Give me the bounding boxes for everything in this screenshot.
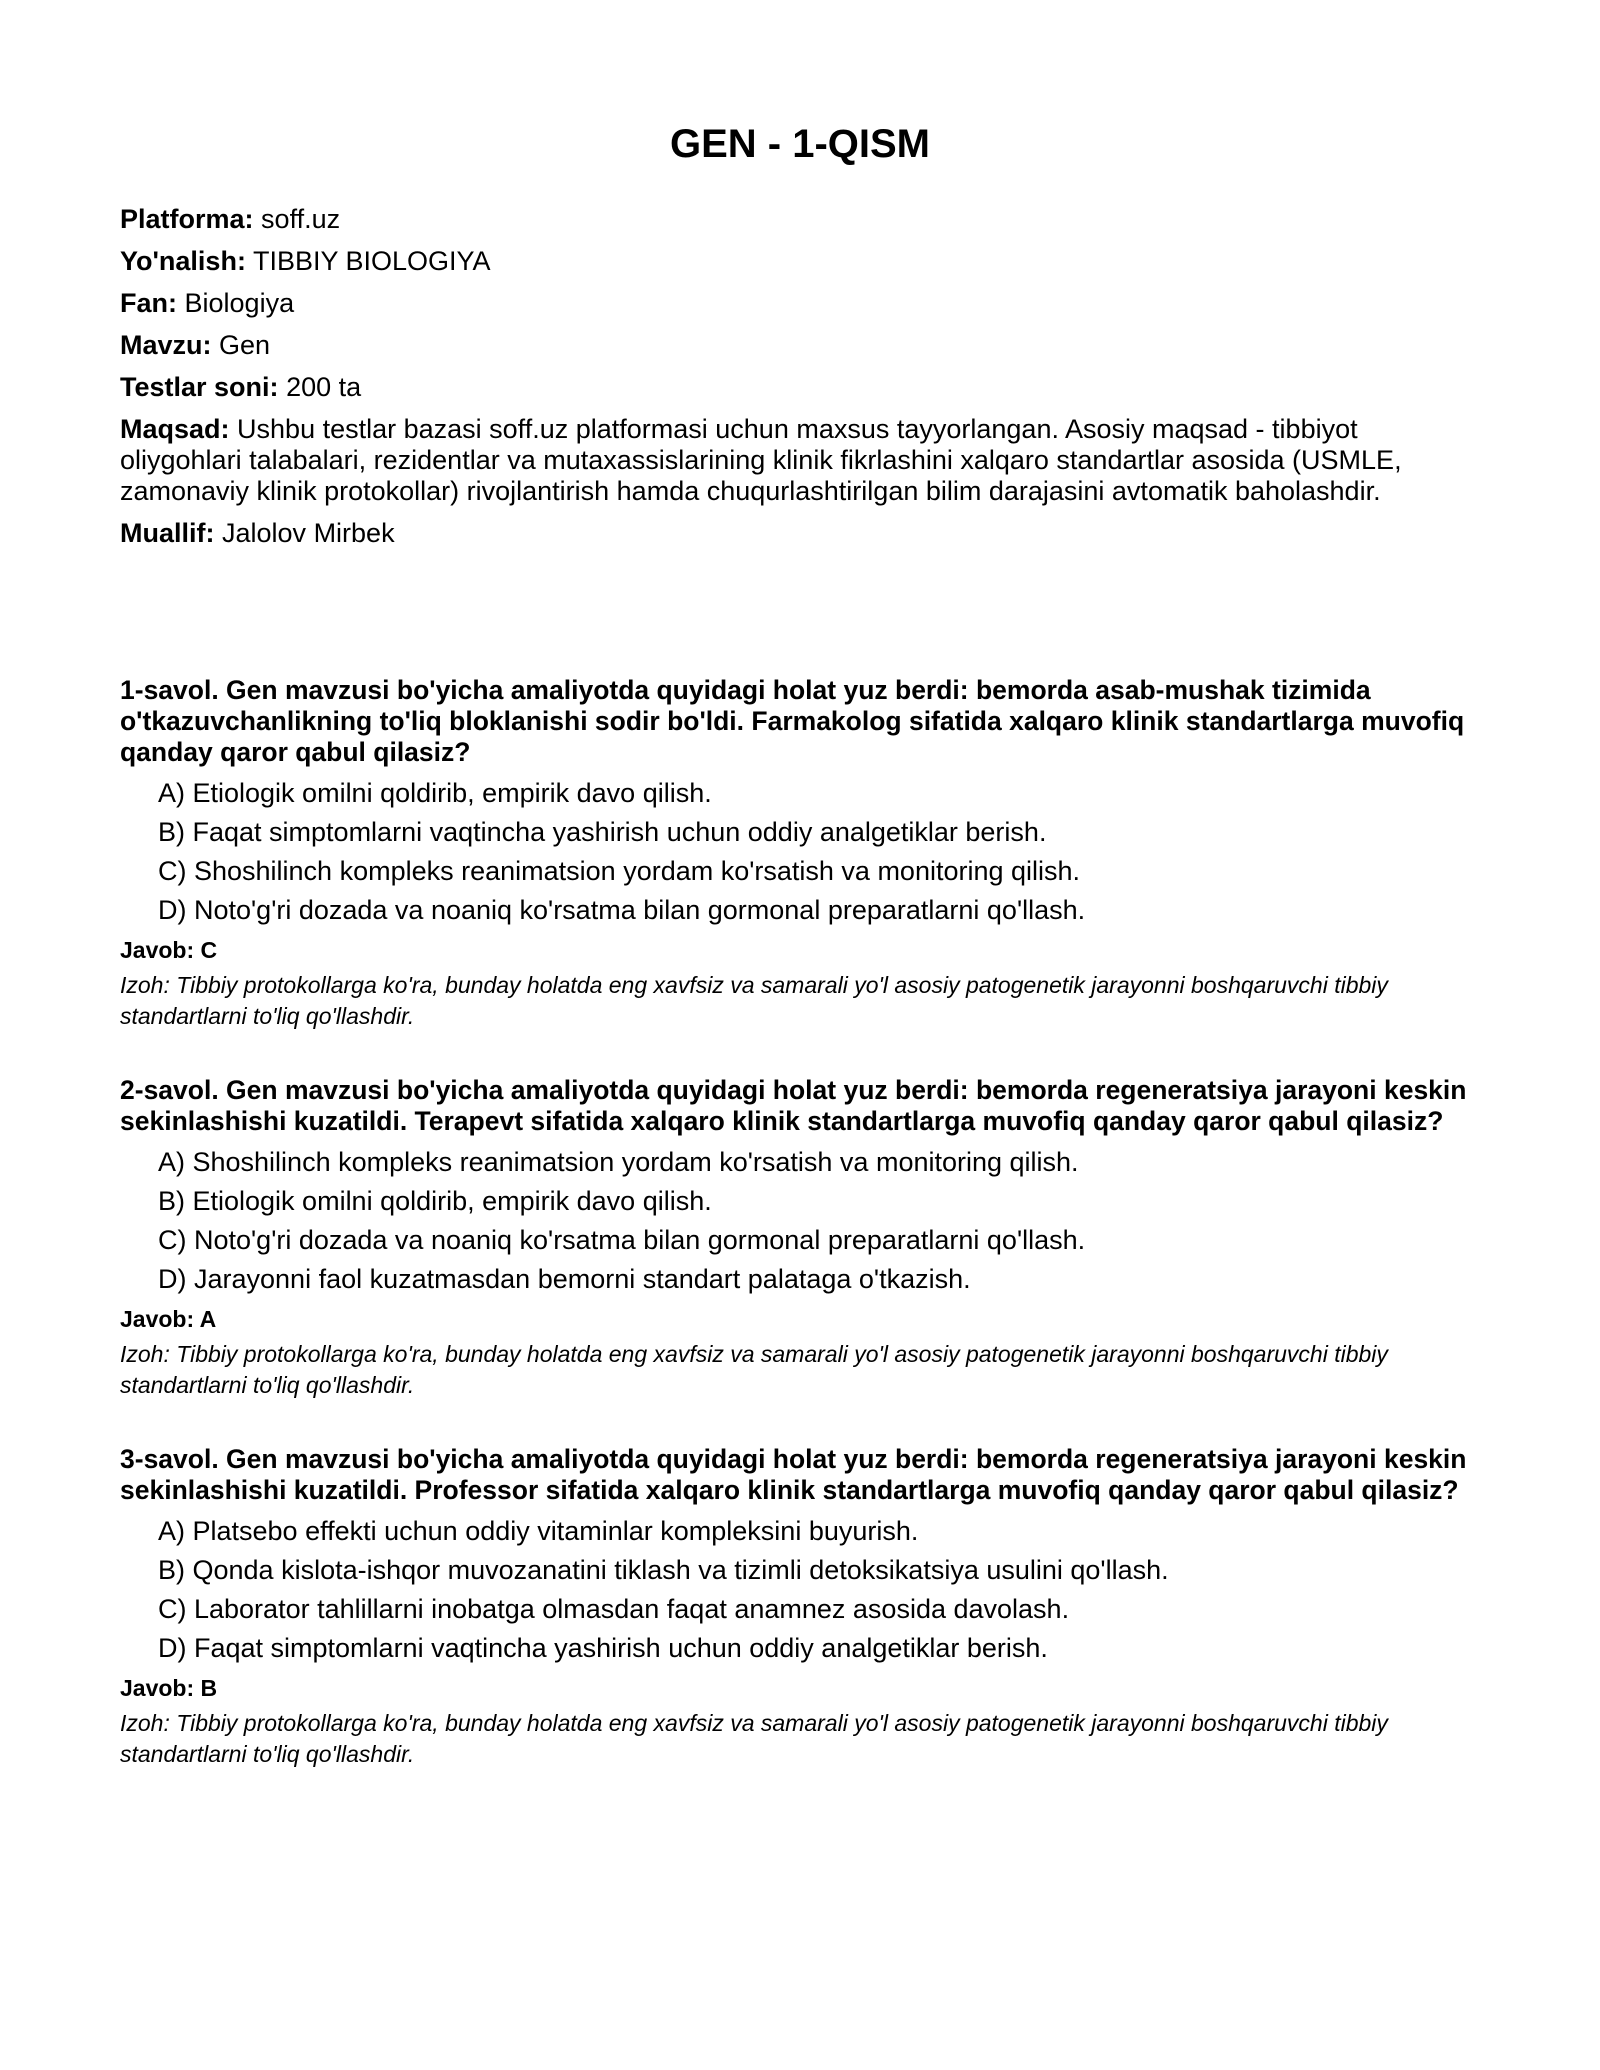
meta-author: [120, 518, 1480, 549]
option-c: C) Shoshilinch kompleks reanimatsion yordam ko'rsatish va monitoring qilish.: [158, 856, 1081, 886]
meta-key: Yo'nalish:: [120, 246, 246, 276]
question-text: 2-savol. Gen mavzusi bo'yicha amaliyotda quyidagi holat yuz berdi: bemorda regeneratsiya jarayoni keskin sekinlashishi kuzatildi. Terapevt sifatida xalqaro klinik standartlarga muvofiq qanday qaror qabul qilasiz?: [120, 1075, 1467, 1136]
question-block: [120, 1075, 1495, 1401]
meta-key: Muallif:: [120, 518, 215, 548]
explanation-text: Izoh: Tibbiy protokollarga ko'ra, bunday holatda eng xavfsiz va samarali yo'l asosiy patogenetik jarayonni boshqaruvchi tibbiy standartlarni to'liq qo'llashdir.: [120, 972, 1388, 1029]
meta-value: Jalolov Mirbek: [222, 518, 395, 548]
option-a: A) Etiologik omilni qoldirib, empirik davo qilish.: [158, 778, 712, 808]
options-list: [120, 1147, 1495, 1295]
meta-value: 200 ta: [286, 372, 362, 402]
meta-key: Maqsad:: [120, 414, 230, 444]
options-list: [120, 778, 1495, 926]
document-title: GEN - 1-QISM: [669, 122, 931, 166]
option-d: D) Jarayonni faol kuzatmasdan bemorni standart palataga o'tkazish.: [158, 1264, 971, 1294]
meta-key: Platforma:: [120, 204, 254, 234]
question-block: [120, 1444, 1495, 1770]
meta-value: Ushbu testlar bazasi soff.uz platformasi uchun maxsus tayyorlangan. Asosiy maqsad - tibbiyot oliygohlari talabalari, rezidentlar va mutaxassislarining klinik fikrlashini xalqaro standartlar asosida (USMLE, zamonaviy klinik protokollar) rivojlantirish hamda chuqurlashtirilgan bilim darajasini avtomatik baholashdir.: [120, 414, 1402, 506]
option-a: A) Platsebo effekti uchun oddiy vitaminlar kompleksini buyurish.: [158, 1516, 919, 1546]
answer-text: Javob: B: [120, 1675, 218, 1701]
option-d: D) Faqat simptomlarni vaqtincha yashirish uchun oddiy analgetiklar berish.: [158, 1633, 1048, 1663]
explanation-text: Izoh: Tibbiy protokollarga ko'ra, bunday holatda eng xavfsiz va samarali yo'l asosiy patogenetik jarayonni boshqaruvchi tibbiy standartlarni to'liq qo'llashdir.: [120, 1341, 1388, 1398]
question-text: 3-savol. Gen mavzusi bo'yicha amaliyotda quyidagi holat yuz berdi: bemorda regeneratsiya jarayoni keskin sekinlashishi kuzatildi. Professor sifatida xalqaro klinik standartlarga muvofiq qanday qaror qabul qilasiz?: [120, 1444, 1467, 1505]
answer-text: Javob: A: [120, 1306, 217, 1332]
meta-subject: [120, 288, 1480, 319]
meta-topic: [120, 330, 1480, 361]
meta-platform: [120, 204, 1480, 235]
options-list: [120, 1516, 1495, 1664]
option-c: C) Noto'g'ri dozada va noaniq ko'rsatma bilan gormonal preparatlarni qo'llash.: [158, 1225, 1086, 1255]
question-block: [120, 675, 1495, 1032]
meta-direction: [120, 246, 1480, 277]
question-text: 1-savol. Gen mavzusi bo'yicha amaliyotda quyidagi holat yuz berdi: bemorda asab-mushak tizimida o'tkazuvchanlikning to'liq bloklanishi sodir bo'ldi. Farmakolog sifatida xalqaro klinik standartlarga muvofiq qanday qaror qabul qilasiz?: [120, 675, 1465, 767]
meta-value: Gen: [219, 330, 271, 360]
meta-goal: [120, 414, 1480, 507]
option-b: B) Qonda kislota-ishqor muvozanatini tiklash va tizimli detoksikatsiya usulini qo'llash.: [158, 1555, 1169, 1585]
meta-key: Mavzu:: [120, 330, 212, 360]
option-b: B) Etiologik omilni qoldirib, empirik davo qilish.: [158, 1186, 712, 1216]
meta-value: Biologiya: [184, 288, 295, 318]
meta-count: [120, 372, 1480, 403]
answer-text: Javob: C: [120, 937, 218, 963]
option-b: B) Faqat simptomlarni vaqtincha yashirish uchun oddiy analgetiklar berish.: [158, 817, 1047, 847]
meta-value: soff.uz: [261, 204, 341, 234]
explanation-text: Izoh: Tibbiy protokollarga ko'ra, bunday holatda eng xavfsiz va samarali yo'l asosiy patogenetik jarayonni boshqaruvchi tibbiy standartlarni to'liq qo'llashdir.: [120, 1710, 1388, 1767]
option-d: D) Noto'g'ri dozada va noaniq ko'rsatma bilan gormonal preparatlarni qo'llash.: [158, 895, 1086, 925]
option-c: C) Laborator tahlillarni inobatga olmasdan faqat anamnez asosida davolash.: [158, 1594, 1070, 1624]
metadata-block: [120, 204, 1480, 560]
questions-list: [120, 675, 1495, 1813]
option-a: A) Shoshilinch kompleks reanimatsion yordam ko'rsatish va monitoring qilish.: [158, 1147, 1079, 1177]
meta-key: Fan:: [120, 288, 177, 318]
meta-key: Testlar soni:: [120, 372, 279, 402]
meta-value: TIBBIY BIOLOGIYA: [252, 246, 491, 276]
